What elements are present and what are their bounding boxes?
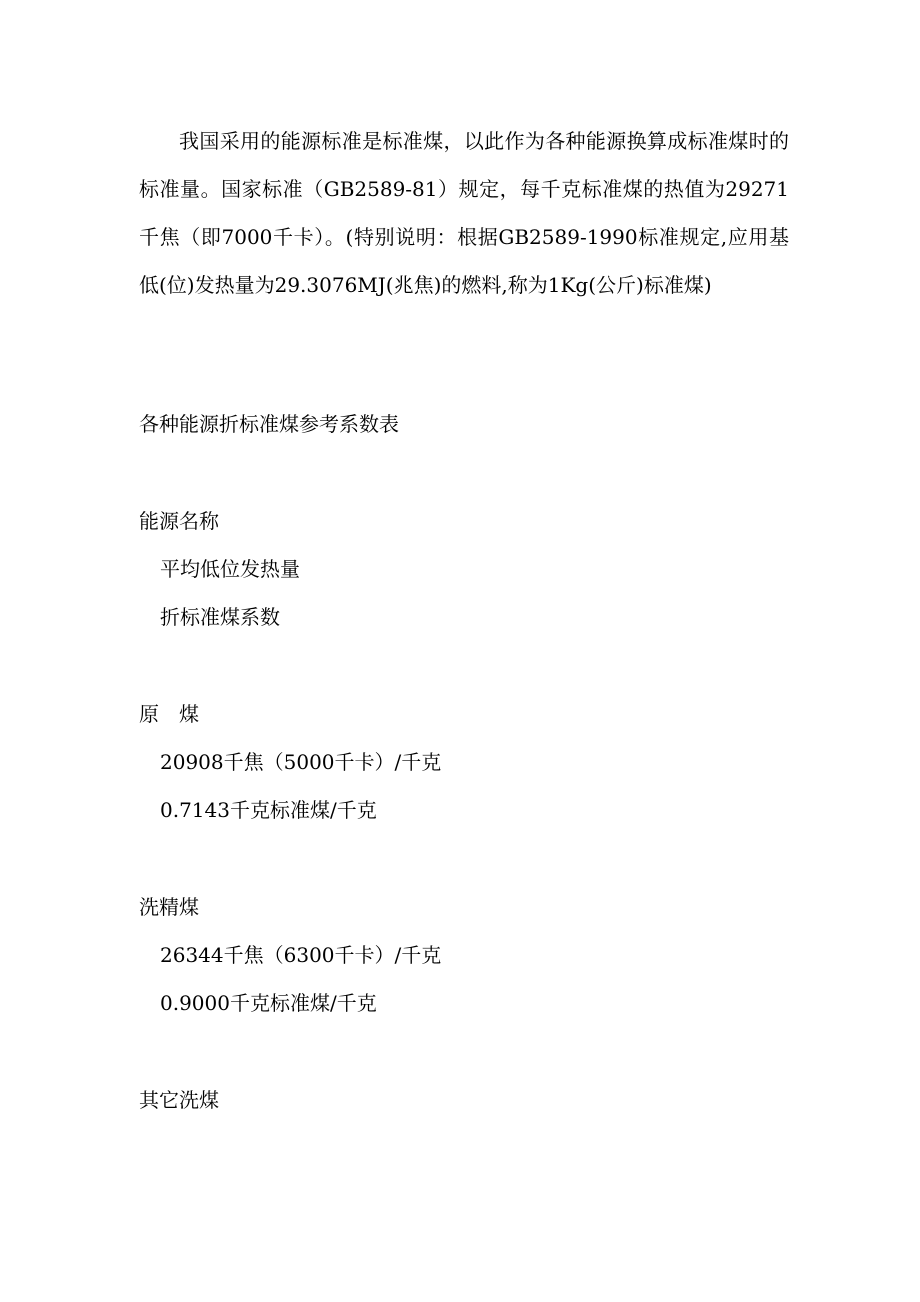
row-heat-raw-coal: 20908千焦（5000千卡）/千克 [160,750,442,774]
row-name-other-washed-coal: 其它洗煤 [139,1088,219,1112]
row-coef-raw-coal: 0.7143千克标准煤/千克 [160,798,377,822]
header-energy-name: 能源名称 [139,509,219,533]
row-name-raw-coal: 原 煤 [139,702,199,726]
row-coef-washed-coal: 0.9000千克标准煤/千克 [160,991,377,1015]
header-heat-value: 平均低位发热量 [160,557,300,581]
table-title: 各种能源折标准煤参考系数表 [139,412,399,436]
header-coefficient: 折标准煤系数 [160,605,280,629]
row-heat-washed-coal: 26344千焦（6300千卡）/千克 [160,943,442,967]
intro-paragraph: 我国采用的能源标准是标准煤，以此作为各种能源换算成标准煤时的标准量。国家标准（GB2589-81）规定，每千克标准煤的热值为29271千焦（即7000千卡）。(特别说明：根据GB2589-1990标准规定,应用基低(位)发热量为29.3076MJ(兆焦)的燃料,称为1Kg(公斤)标准煤) [139,129,789,297]
row-name-washed-coal: 洗精煤 [139,895,199,919]
